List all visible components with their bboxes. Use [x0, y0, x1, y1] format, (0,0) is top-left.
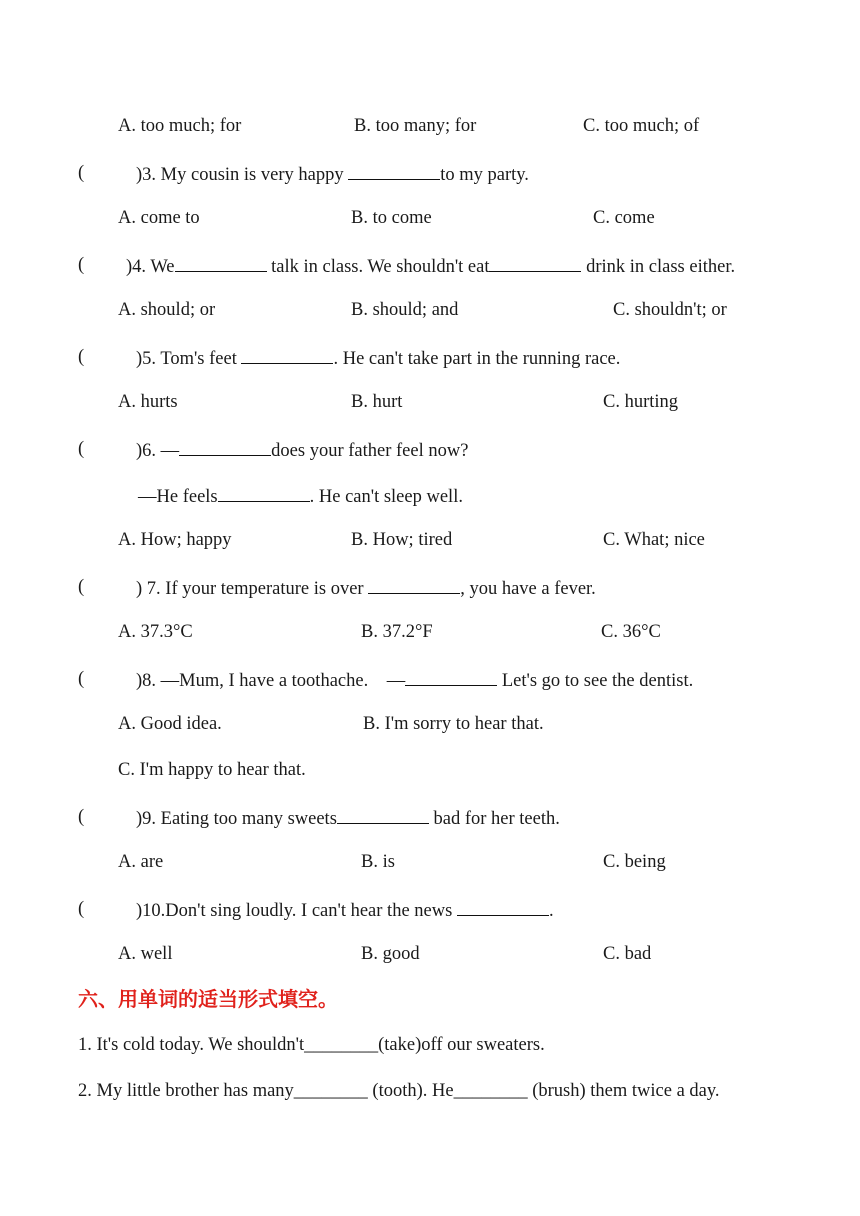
q5-text-rest: . He can't take part in the running race.	[333, 349, 621, 369]
q4-option-b: B. should; and	[351, 300, 459, 320]
q7-option-c: C. 36°C	[601, 622, 661, 642]
q5-option-c: C. hurting	[603, 392, 679, 412]
q6-blank-1	[179, 438, 271, 456]
q10-stem	[136, 898, 554, 922]
q5-blank	[241, 346, 333, 364]
q3-text: )3. My cousin is very happy	[136, 165, 349, 185]
q9-option-a: A. are	[118, 852, 164, 872]
q7-stem	[136, 576, 596, 600]
q8-stem	[136, 668, 693, 692]
q3-option-b: B. to come	[351, 208, 432, 228]
q7-text: ) 7. If your temperature is over	[136, 579, 369, 599]
q8-paren: (	[78, 669, 85, 689]
q7-option-b: B. 37.2°F	[361, 622, 433, 642]
q4-text-mid: talk in class. We shouldn't eat	[266, 257, 490, 277]
q3-option-a: A. come to	[118, 208, 200, 228]
q8-option-b: B. I'm sorry to hear that.	[363, 714, 544, 734]
section-6-item-2: 2. My little brother has many________ (tooth). He________ (brush) them twice a day.	[78, 1081, 720, 1101]
q6-text-rest: does your father feel now?	[271, 441, 469, 461]
q8-text-rest: Let's go to see the dentist.	[497, 671, 694, 691]
q10-blank	[457, 898, 549, 916]
q5-text: )5. Tom's feet	[136, 349, 242, 369]
q2-option-b: B. too many; for	[354, 116, 477, 136]
q7-option-a: A. 37.3°C	[118, 622, 193, 642]
q7-blank	[368, 576, 460, 594]
q6-stem	[136, 438, 468, 462]
q7-text-rest: , you have a fever.	[460, 579, 596, 599]
q8-blank	[405, 668, 497, 686]
q6-option-c: C. What; nice	[603, 530, 705, 550]
q9-stem	[136, 806, 560, 830]
q4-blank-2	[489, 254, 581, 272]
q9-option-c: C. being	[603, 852, 666, 872]
q6-paren: (	[78, 439, 85, 459]
q10-option-c: C. bad	[603, 944, 652, 964]
q4-paren: (	[78, 255, 85, 275]
q6-line2-text: —He feels	[138, 487, 218, 507]
q2-option-c: C. too much; of	[583, 116, 700, 136]
q9-paren: (	[78, 807, 85, 827]
q6-line2	[138, 484, 463, 508]
q5-stem	[136, 346, 620, 370]
q10-paren: (	[78, 899, 85, 919]
q7-paren: (	[78, 577, 85, 597]
q3-option-c: C. come	[593, 208, 655, 228]
q5-option-a: A. hurts	[118, 392, 178, 412]
q6-text: )6. —	[136, 441, 180, 461]
q10-text: )10.Don't sing loudly. I can't hear the news	[136, 901, 457, 921]
q3-text-rest: to my party.	[440, 165, 529, 185]
q10-option-b: B. good	[361, 944, 420, 964]
q4-option-a: A. should; or	[118, 300, 216, 320]
q5-option-b: B. hurt	[351, 392, 403, 412]
q9-text-rest: bad for her teeth.	[428, 809, 560, 829]
q10-option-a: A. well	[118, 944, 173, 964]
q5-paren: (	[78, 347, 85, 367]
q9-blank	[337, 806, 429, 824]
q8-option-c: C. I'm happy to hear that.	[118, 760, 306, 780]
section-6-heading: 六、用单词的适当形式填空。	[78, 987, 338, 1011]
q9-option-b: B. is	[361, 852, 395, 872]
q3-blank	[348, 162, 440, 180]
q6-option-a: A. How; happy	[118, 530, 232, 550]
q2-option-a: A. too much; for	[118, 116, 242, 136]
q4-blank-1	[175, 254, 267, 272]
q10-text-rest: .	[548, 901, 554, 921]
q4-text: )4. We	[126, 257, 175, 277]
q6-blank-2	[218, 484, 310, 502]
q6-option-b: B. How; tired	[351, 530, 453, 550]
q6-line2-rest: . He can't sleep well.	[309, 487, 463, 507]
q4-text-rest: drink in class either.	[581, 257, 736, 277]
q4-stem	[126, 254, 735, 278]
q8-text: )8. —Mum, I have a toothache. —	[136, 671, 406, 691]
section-6-item-1: 1. It's cold today. We shouldn't________(take)off our sweaters.	[78, 1035, 545, 1055]
q8-option-a: A. Good idea.	[118, 714, 222, 734]
q3-stem	[136, 162, 529, 186]
q4-option-c: C. shouldn't; or	[613, 300, 727, 320]
q9-text: )9. Eating too many sweets	[136, 809, 337, 829]
q3-paren: (	[78, 163, 85, 183]
